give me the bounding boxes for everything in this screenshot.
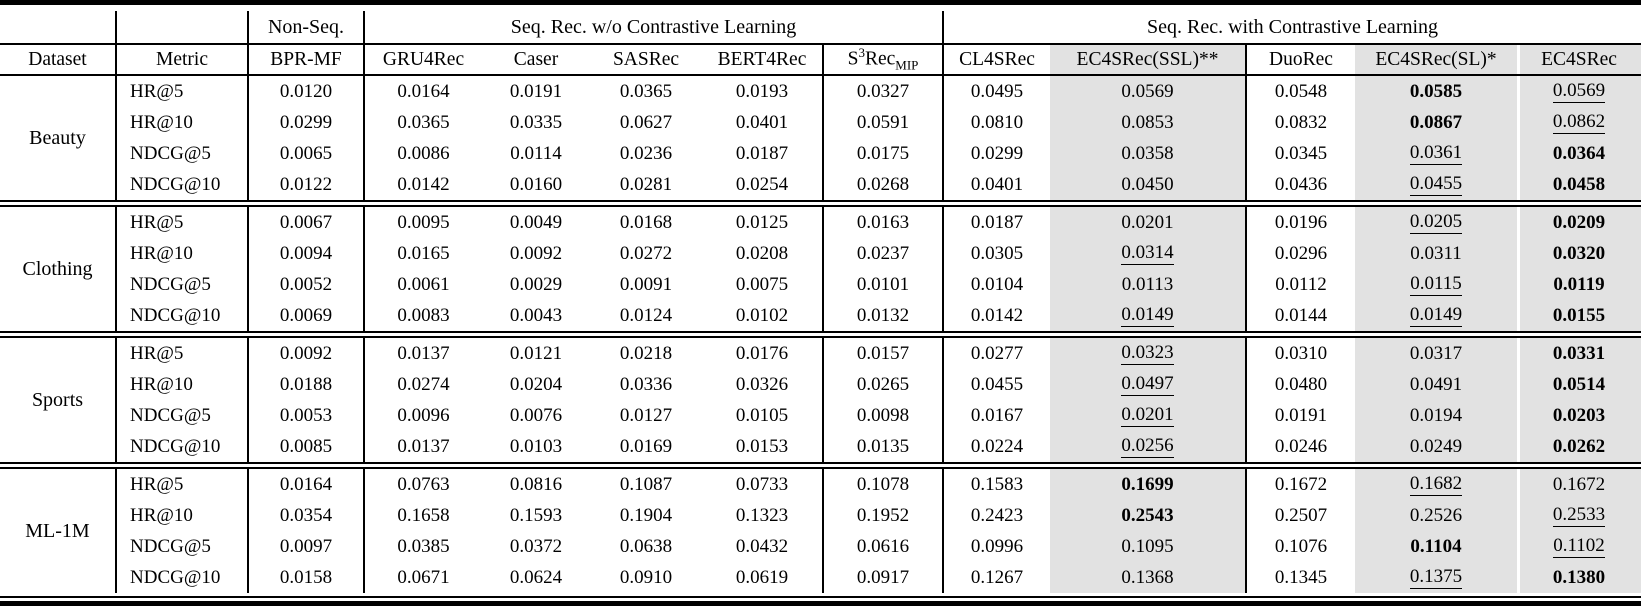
best-value: 0.0155 [1552,304,1606,326]
value-cell: 0.0326 [702,369,823,400]
value-cell: 0.0196 [1274,211,1328,233]
value-cell: 0.1368 [1050,562,1246,593]
value-cell: 0.0153 [702,431,823,466]
dataset-label: ML-1M [0,466,116,594]
value-cell: 0.1583 [970,473,1024,495]
dataset-label: Clothing [0,204,116,335]
column-header-ec4srec-ssl: EC4SRec(SSL)** [1050,44,1246,75]
value-cell: 0.0327 [823,75,943,107]
value-cell [1517,169,1641,204]
value-cell [1517,138,1641,169]
value-cell: 0.0091 [619,273,673,295]
value-cell: 0.0268 [823,169,943,204]
value-cell [1355,169,1517,204]
metric-label: HR@10 [116,107,248,138]
value-cell: 0.0053 [248,400,364,431]
value-cell: 0.0401 [943,169,1050,204]
value-cell: 0.0164 [248,466,364,501]
value-cell [1050,400,1246,431]
value-cell: 0.1952 [823,500,943,531]
value-cell: 0.0853 [1050,107,1246,138]
value-cell: 0.0917 [823,562,943,593]
table-row [0,369,1641,400]
value-cell: 0.0619 [702,562,823,593]
group-header-spacer-metric [116,11,248,44]
value-cell: 0.0052 [248,269,364,300]
value-cell: 0.0095 [397,211,450,233]
best-value: 0.0203 [1552,404,1606,426]
value-cell: 0.0164 [397,80,450,102]
metric-label: NDCG@10 [116,169,248,204]
value-cell: 0.0616 [823,531,943,562]
best-value: 0.1104 [1410,535,1462,557]
value-cell: 0.0310 [1274,342,1328,364]
best-value: 0.0262 [1552,435,1606,457]
best-value: 0.0331 [1552,342,1606,364]
column-header-bert4rec: BERT4Rec [702,44,823,75]
column-header-sasrec: SASRec [590,44,702,75]
column-header-dataset: Dataset [0,44,116,75]
value-cell: 0.0317 [1355,335,1517,370]
value-cell: 0.1672 [1274,473,1328,495]
best-value: 0.0209 [1552,211,1606,233]
value-cell: 0.0029 [509,273,563,295]
value-cell: 0.0265 [823,369,943,400]
table-body [0,75,1641,593]
value-cell: 0.0249 [1355,431,1517,466]
table-row [0,466,1641,501]
metric-label: HR@5 [116,466,248,501]
value-cell: 0.0569 [1050,75,1246,107]
value-cell: 0.0121 [509,342,563,364]
value-cell: 0.0165 [397,242,450,264]
value-cell: 0.0224 [943,431,1050,466]
value-cell [1517,335,1641,370]
value-cell: 0.0169 [590,431,702,466]
value-cell: 0.0102 [702,300,823,335]
value-cell: 0.0201 [1050,204,1246,239]
table-row [0,531,1641,562]
value-cell [1517,107,1641,138]
runner-up-value: 0.0201 [1121,404,1174,426]
column-header-ec4srec: EC4SRec [1517,44,1641,75]
value-cell: 0.0236 [619,142,673,164]
column-header-row [0,44,1641,75]
group-header-row [0,11,1641,44]
table-row [0,335,1641,370]
value-cell: 0.0591 [823,107,943,138]
value-cell: 0.0311 [1355,238,1517,269]
value-cell: 0.0733 [702,466,823,501]
column-header-bpr-mf: BPR-MF [248,44,364,75]
runner-up-value: 0.2533 [1552,504,1606,526]
table-row [0,400,1641,431]
value-cell: 0.0135 [823,431,943,466]
column-header-cl4srec: CL4SRec [943,44,1050,75]
value-cell: 0.0113 [1050,269,1246,300]
value-cell [1050,335,1246,370]
value-cell [1355,269,1517,300]
value-cell: 0.0495 [970,80,1024,102]
value-cell [1355,300,1517,335]
value-cell [1517,75,1641,107]
value-cell: 0.0069 [248,300,364,335]
runner-up-value: 0.0205 [1409,211,1463,233]
value-cell: 0.0061 [397,273,450,295]
value-cell: 0.0204 [509,373,563,395]
table-head [0,11,1641,75]
group-header-seq-rec-with-contrastive-learning: Seq. Rec. with Contrastive Learning [943,11,1641,44]
table-row [0,238,1641,269]
value-cell: 0.0763 [397,473,450,495]
best-value: 0.0514 [1552,373,1606,395]
value-cell: 0.1095 [1050,531,1246,562]
best-value: 0.1380 [1552,566,1606,588]
table-row [0,500,1641,531]
value-cell: 0.0065 [248,138,364,169]
metric-label: NDCG@10 [116,300,248,335]
value-cell: 0.0105 [702,400,823,431]
table-row [0,562,1641,593]
runner-up-value: 0.1102 [1553,535,1605,557]
value-cell: 0.0436 [1246,169,1355,204]
value-cell [1517,300,1641,335]
value-cell: 0.2507 [1274,504,1328,526]
value-cell [1355,531,1517,562]
best-value: 0.2543 [1121,504,1174,526]
value-cell: 0.0274 [397,373,450,395]
value-cell: 0.0385 [397,535,450,557]
runner-up-value: 0.1682 [1409,473,1463,495]
column-header-s3rec-mip: $S^3Rec_{MIP}$ [823,44,943,75]
group-header-seq-rec-wo-contrastive-learning: Seq. Rec. w/o Contrastive Learning [364,11,943,44]
value-cell: 0.0144 [1246,300,1355,335]
value-cell: 0.0401 [702,107,823,138]
value-cell: 0.0132 [823,300,943,335]
value-cell: 0.0432 [702,531,823,562]
runner-up-value: 0.0256 [1121,435,1174,457]
value-cell: 0.0194 [1355,400,1517,431]
runner-up-value: 0.0455 [1409,173,1463,195]
value-cell: 0.0092 [248,335,364,370]
value-cell: 0.0627 [619,111,673,133]
best-value: 0.0119 [1553,273,1605,295]
value-cell [1517,562,1641,593]
column-header-metric: Metric [116,44,248,75]
value-cell [1517,369,1641,400]
value-cell [1517,531,1641,562]
value-cell [1050,238,1246,269]
metric-label: NDCG@10 [116,562,248,593]
value-cell: 0.0191 [1274,404,1328,426]
bottom-rule-thick [0,601,1641,606]
column-header-gru4rec: GRU4Rec [364,44,482,75]
table-row [0,107,1641,138]
value-cell: 0.0167 [970,404,1024,426]
runner-up-value: 0.0497 [1121,373,1174,395]
metric-label: NDCG@5 [116,400,248,431]
results-table [0,11,1641,593]
best-value: 0.0585 [1409,80,1463,102]
value-cell: 0.0103 [482,431,590,466]
value-cell: 0.0548 [1274,80,1328,102]
value-cell [1517,238,1641,269]
dataset-label: Beauty [0,75,116,204]
value-cell: 0.0281 [590,169,702,204]
value-cell: 0.0142 [364,169,482,204]
value-cell: 0.1904 [619,504,673,526]
value-cell [1517,400,1641,431]
value-cell: 0.0158 [248,562,364,593]
group-header-spacer-dataset [0,11,116,44]
value-cell: 0.0208 [702,238,823,269]
value-cell: 0.0335 [509,111,563,133]
value-cell: 0.0299 [970,142,1024,164]
best-value: 0.0458 [1552,173,1606,195]
value-cell: 0.0092 [509,242,563,264]
value-cell [1355,107,1517,138]
column-header-ec4srec-sl: EC4SRec(SL)* [1355,44,1517,75]
value-cell: 0.1672 [1517,466,1641,501]
metric-label: HR@5 [116,204,248,239]
table-row [0,300,1641,335]
value-cell: 0.0101 [823,269,943,300]
value-cell: 0.0137 [364,431,482,466]
value-cell: 0.1658 [397,504,450,526]
metric-label: NDCG@10 [116,431,248,466]
value-cell [1355,562,1517,593]
value-cell: 0.0372 [509,535,563,557]
metric-label: HR@10 [116,238,248,269]
value-cell: 0.0237 [823,238,943,269]
value-cell: 0.2423 [970,504,1024,526]
value-cell: 0.0810 [970,111,1024,133]
runner-up-value: 0.0862 [1552,111,1606,133]
table-row [0,75,1641,107]
value-cell: 0.0086 [397,142,450,164]
value-cell: 0.0277 [970,342,1024,364]
value-cell: 0.0996 [970,535,1024,557]
value-cell: 0.0163 [823,204,943,239]
value-cell: 0.0491 [1355,369,1517,400]
value-cell: 0.0246 [1246,431,1355,466]
value-cell [1355,466,1517,501]
value-cell: 0.0120 [248,75,364,107]
value-cell [1050,369,1246,400]
table-row [0,169,1641,204]
runner-up-value: 0.0314 [1121,242,1174,264]
value-cell: 0.0832 [1274,111,1328,133]
value-cell: 0.0450 [1050,169,1246,204]
runner-up-value: 0.0361 [1409,142,1463,164]
column-header-duorec: DuoRec [1246,44,1355,75]
best-value: 0.0867 [1409,111,1463,133]
value-cell [1355,204,1517,239]
value-cell: 0.0358 [1050,138,1246,169]
value-cell [1050,300,1246,335]
value-cell: 0.0160 [482,169,590,204]
value-cell [1355,138,1517,169]
value-cell: 0.0193 [702,75,823,107]
runner-up-value: 0.0149 [1121,304,1174,326]
value-cell: 0.0097 [248,531,364,562]
value-cell [1517,431,1641,466]
value-cell: 0.0187 [970,211,1024,233]
value-cell: 0.0191 [509,80,563,102]
value-cell: 0.1078 [823,466,943,501]
value-cell [1050,431,1246,466]
value-cell [1355,75,1517,107]
value-cell: 0.0137 [397,342,450,364]
value-cell: 0.1076 [1274,535,1328,557]
value-cell [1050,500,1246,531]
value-cell: 0.0638 [619,535,673,557]
value-cell [1050,466,1246,501]
value-cell [1517,269,1641,300]
value-cell: 0.1087 [619,473,673,495]
metric-label: NDCG@5 [116,269,248,300]
value-cell: 0.0094 [248,238,364,269]
value-cell: 0.0187 [702,138,823,169]
value-cell: 0.0354 [248,500,364,531]
value-cell: 0.0127 [619,404,673,426]
value-cell: 0.0455 [970,373,1024,395]
value-cell: 0.0075 [702,269,823,300]
value-cell [1517,500,1641,531]
value-cell: 0.0085 [248,431,364,466]
value-cell: 0.0168 [619,211,673,233]
table-row [0,138,1641,169]
metric-label: NDCG@5 [116,138,248,169]
value-cell: 0.1345 [1274,566,1328,588]
value-cell: 0.0098 [823,400,943,431]
column-header-caser: Caser [482,44,590,75]
runner-up-value: 0.0115 [1410,273,1462,295]
value-cell: 0.0272 [619,242,673,264]
value-cell: 0.0124 [590,300,702,335]
value-cell: 0.0157 [823,335,943,370]
value-cell: 0.0305 [970,242,1024,264]
runner-up-value: 0.0323 [1121,342,1174,364]
value-cell: 0.2526 [1355,500,1517,531]
value-cell: 0.0624 [509,566,563,588]
value-cell: 0.0296 [1274,242,1328,264]
value-cell: 0.0083 [364,300,482,335]
runner-up-value: 0.0569 [1552,80,1606,102]
table-row [0,204,1641,239]
value-cell: 0.0125 [702,204,823,239]
value-cell: 0.0254 [702,169,823,204]
value-cell: 0.0365 [619,80,673,102]
value-cell: 0.0175 [823,138,943,169]
table-row [0,269,1641,300]
runner-up-value: 0.0149 [1409,304,1463,326]
value-cell: 0.0480 [1274,373,1328,395]
value-cell: 0.0336 [619,373,673,395]
value-cell: 0.1593 [509,504,563,526]
value-cell: 0.0043 [482,300,590,335]
value-cell: 0.0067 [248,204,364,239]
best-value: 0.0320 [1552,242,1606,264]
table-row [0,431,1641,466]
value-cell: 0.0076 [509,404,563,426]
value-cell: 0.0188 [248,369,364,400]
value-cell: 0.0049 [509,211,563,233]
value-cell: 0.0218 [619,342,673,364]
dataset-label: Sports [0,335,116,466]
value-cell: 0.0142 [943,300,1050,335]
best-value: 0.0364 [1552,142,1606,164]
best-value: 0.1699 [1121,473,1174,495]
value-cell: 0.1267 [970,566,1024,588]
value-cell: 0.0122 [248,169,364,204]
value-cell: 0.0816 [509,473,563,495]
value-cell: 0.0299 [248,107,364,138]
value-cell: 0.0365 [397,111,450,133]
metric-label: HR@10 [116,369,248,400]
value-cell: 0.0104 [970,273,1024,295]
value-cell: 0.0114 [510,142,562,164]
group-header-non-seq: Non-Seq. [248,11,364,44]
value-cell: 0.1323 [702,500,823,531]
value-cell: 0.0671 [397,566,450,588]
value-cell [1517,204,1641,239]
metric-label: HR@5 [116,75,248,107]
value-cell: 0.0176 [702,335,823,370]
metric-label: NDCG@5 [116,531,248,562]
runner-up-value: 0.1375 [1409,566,1463,588]
metric-label: HR@10 [116,500,248,531]
value-cell: 0.0112 [1275,273,1327,295]
value-cell: 0.0096 [397,404,450,426]
metric-label: HR@5 [116,335,248,370]
value-cell: 0.0345 [1274,142,1328,164]
value-cell: 0.0910 [619,566,673,588]
